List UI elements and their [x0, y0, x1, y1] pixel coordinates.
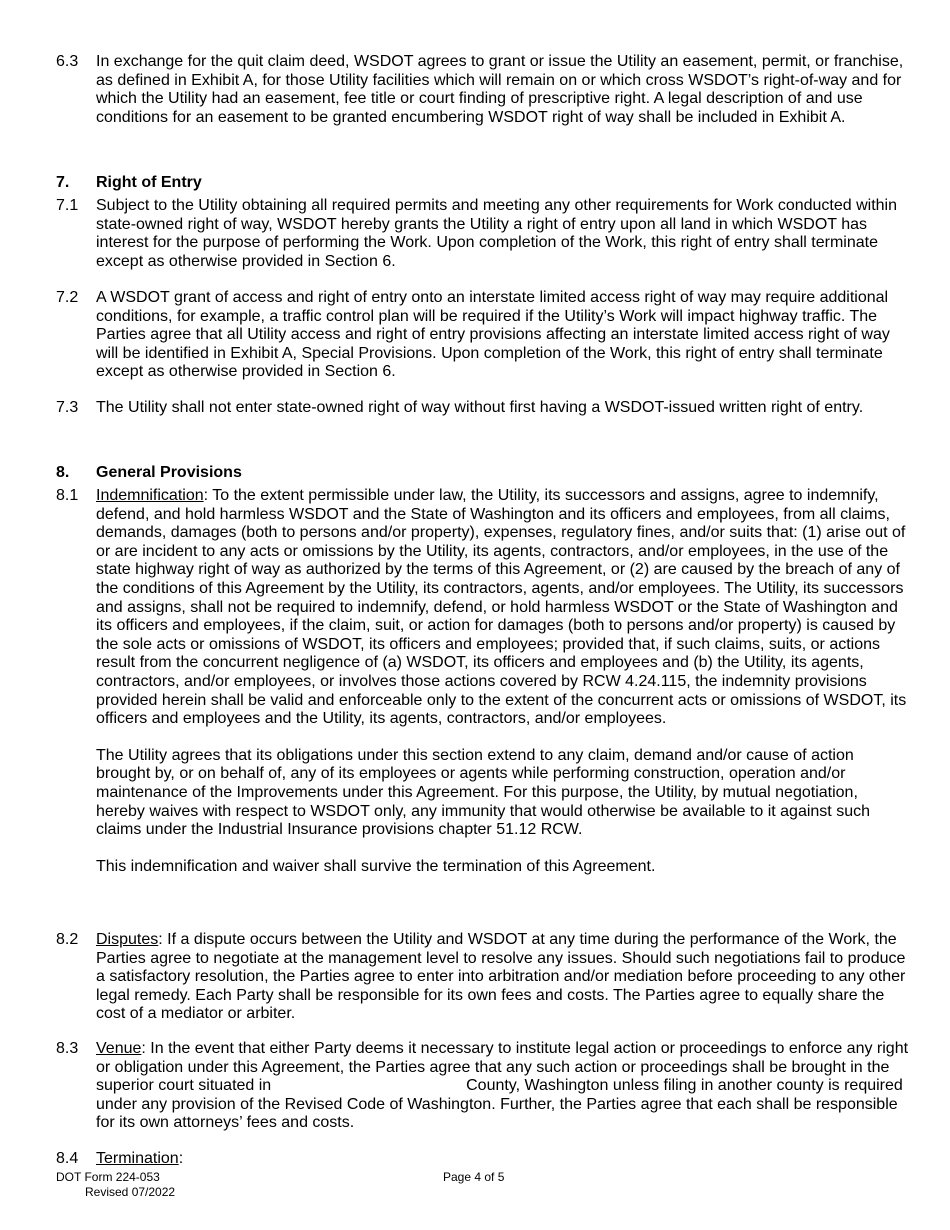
section-text: Subject to the Utility obtaining all required permits and meeting any other requirements for Work conducted within state-owned right of way, WSDOT hereby grants the Utility a right of entry upon all land in which WSDOT has interest for the purpose of performing the Work. Upon completion of the Work, this right of entry shall terminate except as otherwise provided in Section 6.	[96, 197, 898, 270]
form-number: DOT Form 224-053	[56, 1170, 160, 1184]
section-number: 7.	[56, 174, 70, 191]
section-title: General Provisions	[96, 464, 242, 481]
footer-form-info	[56, 1170, 175, 1200]
section-text: Indemnification: To the extent permissible under law, the Utility, its successors and assigns, agree to indemnify, defend, and hold harmless WSDOT and the State of Washington and its officers and employees, from all claims, demands, damages (both to persons and/or property), expenses, regulatory fines, and/or suits that: (1) arise out of or are incident to any acts or omissions by the Utility, its agents, contractors, and/or employees, in the use of the state highway right of way as authorized by the terms of this Agreement, or (2) are caused by the breach of any of the conditions of this Agreement by the Utility, its contractors, agents, and/or employees. The Utility, its successors and assigns, shall not be required to indemnify, defend, or hold harmless WSDOT or the State of Washington and its officers and employees, if the claim, suit, or action for damages (both to persons and/or property) is caused by the sole acts or omissions of WSDOT, its officers and employees; provided that, if such claims, suits, or actions result from the concurrent negligence of (a) WSDOT, its officers and employees and (b) the Utility, its agents, contractors, and/or employees, or involves those actions covered by RCW 4.24.115, the indemnity provisions provided herein shall be valid and enforceable only to the extent of the concurrent acts or omissions of WSDOT, its officers and employees and the Utility, its agents, contractors, and/or employees. The Utility agrees that its obligations under this section extend to any claim, demand and/or cause of action brought by, or on behalf of, any of its employees or agents while performing construction, operation and/or maintenance of the Improvements under this Agreement. For this purpose, the Utility, by mutual negotiation, hereby waives with respect to WSDOT only, any immunity that would otherwise be available to it against such claims under the Industrial Insurance provisions chapter 51.12 RCW. This indemnification and waiver shall survive the termination of this Agreement.	[96, 487, 909, 876]
section-text: A WSDOT grant of access and right of entry onto an interstate limited access right of way may require additional conditions, for example, a traffic control plan will be required if the Utility’s Work will impact highway traffic. The Parties agree that all Utility access and right of entry provisions affecting an interstate limited access right of way will be identified in Exhibit A, Special Provisions. Upon completion of the Work, this right of entry shall terminate except as otherwise provided in Section 6.	[96, 289, 890, 381]
section-label: Venue	[96, 1040, 142, 1057]
section-number: 6.3	[56, 53, 79, 70]
section-text: In exchange for the quit claim deed, WSDOT agrees to grant or issue the Utility an easement, permit, or franchise, as defined in Exhibit A, for those Utility facilities which will remain on or which cross WSDOT’s right-of-way and for which the Utility had an easement, fee title or court finding of prescriptive right. A legal description of and use conditions for an easement to be granted encumbering WSDOT right of way shall be included in Exhibit A.	[96, 53, 904, 126]
paragraph-survival: This indemnification and waiver shall survive the termination of this Agreement.	[96, 857, 656, 875]
section-title: Right of Entry	[96, 174, 202, 191]
page-number: Page 4 of 5	[443, 1170, 505, 1184]
revision-date: Revised 07/2022	[85, 1185, 176, 1199]
section-number: 7.1	[56, 197, 79, 214]
paragraph-obligations: The Utility agrees that its obligations under this section extend to any claim, demand and/or cause of action brought by, or on behalf of, any of its employees or agents while performing construction, operation and/or maintenance of the Improvements under this Agreement. For this purpose, the Utility, by mutual negotiation, hereby waives with respect to WSDOT only, any immunity that would otherwise be available to it against such claims under the Industrial Insurance provisions chapter 51.12 RCW.	[96, 746, 870, 839]
section-text: Venue: In the event that either Party deems it necessary to institute legal action or proceedings to enforce any right or obligation under this Agreement, the Parties agree that any such action or proceedings shall be brought in the superior court situated in County, Washington unless filing in another county is required under any provision of the Revised Code of Washington. Further, the Parties agree that each shall be responsible for its own attorneys’ fees and costs.	[96, 1040, 909, 1132]
section-number: 7.3	[56, 399, 79, 416]
section-number: 8.1	[56, 487, 79, 504]
section-label: Indemnification	[96, 487, 204, 504]
section-number: 8.4	[56, 1150, 79, 1167]
section-label: Disputes	[96, 931, 159, 948]
section-number: 8.	[56, 464, 70, 481]
section-label: Termination	[96, 1150, 179, 1167]
section-text: The Utility shall not enter state-owned right of way without first having a WSDOT-issued written right of entry.	[96, 399, 864, 416]
section-number: 8.3	[56, 1040, 79, 1057]
section-text: Termination:	[96, 1150, 184, 1167]
section-text: Disputes: If a dispute occurs between the Utility and WSDOT at any time during the performance of the Work, the Parties agree to negotiate at the management level to resolve any issues. Should such negotiations fail to produce a satisfactory resolution, the Parties agree to enter into arbitration and/or mediation before proceeding to any other legal remedy. Each Party shall be responsible for its own fees and costs. The Parties agree to equally share the cost of a mediator or arbiter.	[96, 931, 906, 1023]
section-number: 8.2	[56, 931, 79, 948]
section-number: 7.2	[56, 289, 79, 306]
